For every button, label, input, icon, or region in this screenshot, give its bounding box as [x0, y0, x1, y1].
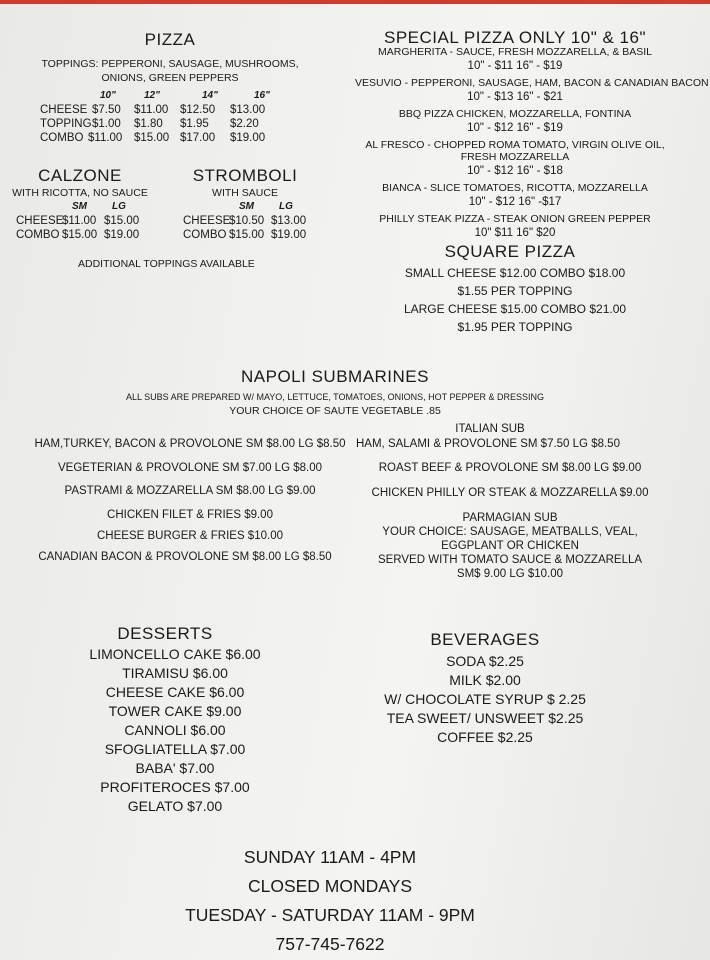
dessert-item: GELATO $7.00: [127, 798, 223, 814]
pizza-toppings-line2: ONIONS, GREEN PEPPERS: [101, 72, 239, 84]
special-item-price: 10" - $12 16" - $19: [467, 122, 563, 134]
subs-left-item: PASTRAMI & MOZZARELLA SM $8.00 LG $9.00: [64, 485, 316, 497]
beverage-item: COFFEE $2.25: [437, 729, 533, 745]
special-item-name: MARGHERITA - SAUCE, FRESH MOZZARELLA, & BASIL: [377, 46, 653, 58]
square-pizza-title: SQUARE PIZZA: [444, 242, 576, 261]
beverages-list: [360, 652, 610, 747]
price: $15.00: [134, 132, 170, 144]
italian-sub-line: HAM, SALAMI & PROVOLONE SM $7.50 LG $8.50: [356, 438, 620, 450]
price: $12.50: [180, 104, 216, 116]
price: $7.50: [92, 104, 121, 116]
beverage-item: W/ CHOCOLATE SYRUP $ 2.25: [384, 691, 586, 707]
special-item-price: 10" $11 16" $20: [474, 227, 556, 239]
dessert-item: TIRAMISU $6.00: [122, 665, 228, 681]
price: $15.00: [229, 229, 265, 241]
calzone-note: WITH RICOTTA, NO SAUCE: [12, 187, 148, 199]
pizza-toppings-line1: TOPPINGS: PEPPERONI, SAUSAGE, MUSHROOMS,: [41, 58, 299, 70]
parm-line: SM$ 9.00 LG $10.00: [456, 568, 564, 580]
size-14: 14": [202, 90, 218, 101]
row-label: COMBO: [183, 229, 227, 241]
price: $17.00: [180, 132, 216, 144]
subs-left-item: CHEESE BURGER & FRIES $10.00: [97, 530, 283, 542]
pizza-sizes-header: [40, 90, 304, 101]
square-line: LARGE CHEESE $15.00 COMBO $21.00: [403, 302, 627, 316]
special-item-name: VESUVIO - PEPPERONI, SAUSAGE, HAM, BACON & CANADIAN BACON: [355, 77, 709, 89]
price: $1.00: [92, 118, 121, 130]
price: $13.00: [271, 215, 307, 227]
pizza-row-topping: [40, 118, 304, 130]
special-item-price: 10" - $13 16" - $21: [467, 91, 563, 103]
subs-right-item: ROAST BEEF & PROVOLONE SM $8.00 LG $9.00: [378, 462, 642, 474]
dessert-item: CHEESE CAKE $6.00: [105, 684, 245, 700]
price: $10.50: [229, 215, 265, 227]
hours-line: TUESDAY - SATURDAY 11AM - 9PM: [185, 905, 475, 925]
beverage-item: TEA SWEET/ UNSWEET $2.25: [386, 710, 584, 726]
calzone-title: CALZONE: [38, 166, 122, 185]
special-pizza-title: SPECIAL PIZZA ONLY 10" & 16": [384, 28, 646, 47]
pizza-row-cheese: [40, 104, 304, 116]
dessert-item: PROFITEROCES $7.00: [100, 779, 250, 795]
parmagian-sub: [355, 511, 665, 581]
special-item-price: 10" - $12 16" - $18: [467, 165, 563, 177]
parm-line: EGGPLANT OR CHICKEN: [441, 540, 579, 552]
row-label: COMBO: [16, 229, 60, 241]
row-label: COMBO: [40, 132, 84, 144]
beverage-item: SODA $2.25: [446, 653, 524, 669]
subs-left-item: CANADIAN BACON & PROVOLONE SM $8.00 LG $8.50: [38, 551, 332, 563]
special-item-name: PHILLY STEAK PIZZA - STEAK ONION GREEN PEPPER: [379, 213, 651, 225]
size-lg: LG: [279, 201, 293, 212]
price: $19.00: [271, 229, 307, 241]
row-label: CHEESE: [40, 104, 88, 116]
special-item-name: BBQ PIZZA CHICKEN, MOZZARELLA, FONTINA: [398, 108, 632, 120]
hours-block: [130, 843, 530, 959]
special-item-price: 10" - $11 16" - $19: [467, 60, 563, 72]
subs-title: NAPOLI SUBMARINES: [241, 367, 429, 386]
special-item-name-cont: FRESH MOZZARELLA: [460, 151, 570, 163]
dessert-item: TOWER CAKE $9.00: [108, 703, 242, 719]
stromboli-note: WITH SAUCE: [212, 187, 278, 199]
italian-sub-title: ITALIAN SUB: [455, 423, 525, 435]
stromboli-price-table: [183, 201, 306, 241]
row-label: TOPPING: [40, 118, 92, 130]
square-pizza-lines: [360, 264, 670, 336]
calzone-row-cheese: [16, 215, 139, 227]
price: $11.00: [62, 215, 97, 227]
square-line: $1.95 PER TOPPING: [457, 320, 573, 334]
size-10: 10": [100, 90, 116, 101]
calzone-row-combo: [16, 229, 139, 241]
size-sm: SM: [72, 201, 87, 212]
dessert-item: LIMONCELLO CAKE $6.00: [89, 646, 261, 662]
special-item-price: 10" - $12 16" -$17: [468, 196, 562, 208]
subs-note1: ALL SUBS ARE PREPARED W/ MAYO, LETTUCE, TOMATOES, ONIONS, HOT PEPPER & DRESSING: [125, 392, 545, 402]
price: $19.00: [104, 229, 140, 241]
price: $11.00: [134, 104, 169, 116]
dessert-item: BABA' $7.00: [135, 760, 215, 776]
dessert-item: SFOGLIATELLA $7.00: [104, 741, 246, 757]
size-sm: SM: [239, 201, 254, 212]
size-12: 12": [144, 90, 160, 101]
stromboli-row-combo: [183, 229, 306, 241]
parm-line: YOUR CHOICE: SAUSAGE, MEATBALLS, VEAL,: [382, 526, 638, 538]
pizza-price-table: [40, 90, 304, 144]
special-item-name: AL FRESCO - CHOPPED ROMA TOMATO, VIRGIN OLIVE OIL,: [365, 139, 665, 151]
parm-line: SERVED WITH TOMATO SAUCE & MOZZARELLA: [377, 554, 643, 566]
stromboli-title: STROMBOLI: [192, 166, 298, 185]
desserts-title: DESSERTS: [117, 624, 213, 643]
price: $13.00: [230, 104, 266, 116]
subs-left-item: HAM,TURKEY, BACON & PROVOLONE SM $8.00 LG $8.50: [34, 438, 346, 450]
price: $1.80: [134, 118, 163, 130]
top-edge-bar: [0, 0, 710, 4]
beverage-item: MILK $2.00: [449, 672, 521, 688]
pizza-title: PIZZA: [144, 30, 196, 49]
square-line: $1.55 PER TOPPING: [457, 284, 573, 298]
hours-line: CLOSED MONDAYS: [247, 876, 412, 896]
parm-line: PARMAGIAN SUB: [462, 512, 558, 524]
additional-toppings-note: ADDITIONAL TOPPINGS AVAILABLE: [78, 258, 255, 270]
row-label: CHEESE: [16, 215, 64, 227]
square-line: SMALL CHEESE $12.00 COMBO $18.00: [404, 266, 626, 280]
desserts-list: [60, 645, 290, 816]
price: $15.00: [62, 229, 98, 241]
special-pizza-list: [355, 46, 709, 239]
calzone-price-table: [16, 201, 139, 241]
calzone-sizes-header: [16, 201, 139, 212]
size-16: 16": [254, 90, 270, 101]
row-label: CHEESE: [183, 215, 231, 227]
price: $11.00: [88, 132, 123, 144]
pizza-row-combo: [40, 132, 304, 144]
phone-number: 757-745-7622: [275, 934, 385, 954]
hours-line: SUNDAY 11AM - 4PM: [243, 847, 417, 867]
price: $2.20: [230, 118, 259, 130]
subs-left-item: VEGETERIAN & PROVOLONE SM $7.00 LG $8.00: [58, 462, 322, 474]
price: $1.95: [180, 118, 209, 130]
subs-left-item: CHICKEN FILET & FRIES $9.00: [107, 509, 273, 521]
price: $15.00: [104, 215, 140, 227]
subs-right-item: CHICKEN PHILLY OR STEAK & MOZZARELLA $9.00: [371, 487, 649, 499]
special-item-name: BIANCA - SLICE TOMATOES, RICOTTA, MOZZARELLA: [382, 182, 648, 194]
subs-note2: YOUR CHOICE OF SAUTE VEGETABLE .85: [229, 405, 441, 417]
stromboli-row-cheese: [183, 215, 306, 227]
price: $19.00: [230, 132, 266, 144]
stromboli-sizes-header: [183, 201, 306, 212]
beverages-title: BEVERAGES: [430, 630, 540, 649]
size-lg: LG: [112, 201, 126, 212]
dessert-item: CANNOLI $6.00: [124, 722, 226, 738]
